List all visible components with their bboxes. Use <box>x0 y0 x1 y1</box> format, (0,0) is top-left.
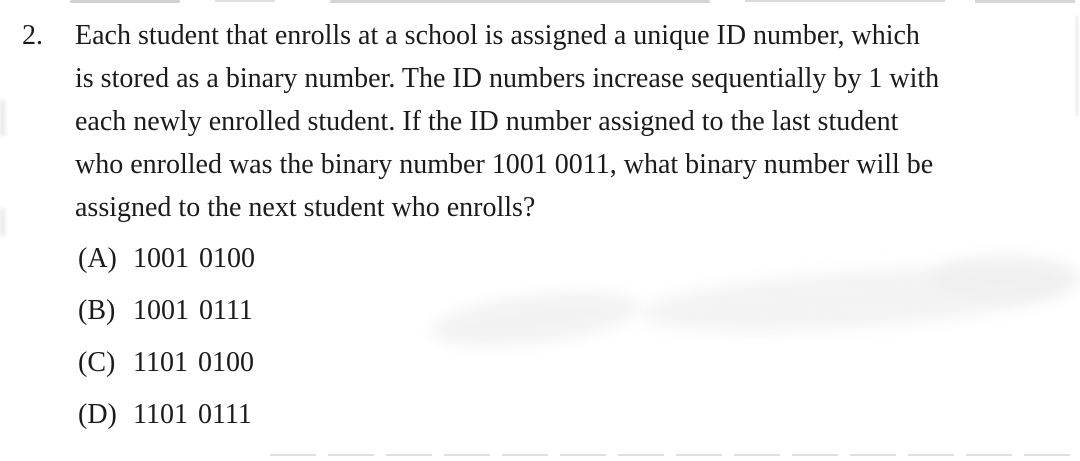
question-text-line: assigned to the next student who enrolls? <box>75 192 536 223</box>
choice-a-value: 1001 0100 <box>133 243 255 274</box>
choice-d-label: (D) <box>78 399 117 430</box>
scan-artifact-smudge <box>930 255 1080 300</box>
choice-b-value: 1001 0111 <box>133 295 253 326</box>
scan-artifact-left-edge <box>0 100 5 136</box>
question-text <box>75 14 1055 229</box>
choice-a-label: (A) <box>78 243 117 274</box>
choice-a <box>78 237 255 280</box>
scan-artifact-top-fragment <box>745 0 945 2</box>
scan-artifact-top-fragment <box>215 0 275 2</box>
question-text-line: each newly enrolled student. If the ID number assigned to the last student <box>75 106 899 137</box>
choice-d <box>78 393 255 436</box>
scan-artifact-smudge <box>639 257 1072 342</box>
choice-b-label: (B) <box>78 295 116 326</box>
question-text-line: Each student that enrolls at a school is assigned a unique ID number, which <box>75 20 920 51</box>
scan-artifact-top-fragment <box>330 0 710 3</box>
choice-d-value: 1101 0111 <box>133 399 252 430</box>
choice-c <box>78 341 255 384</box>
scan-artifact-smudge <box>428 282 642 355</box>
scan-artifact-top-fragment <box>70 0 180 3</box>
scan-artifact-left-edge <box>0 208 5 236</box>
scan-artifact-top-fragment <box>975 0 1075 3</box>
question-text-line: is stored as a binary number. The ID numbers increase sequentially by 1 with <box>75 63 940 94</box>
choice-c-label: (C) <box>78 347 116 378</box>
scan-artifact-bottom-line <box>270 454 1080 456</box>
question-number: 2. <box>22 20 43 51</box>
choice-b <box>78 289 255 332</box>
question-text-line: who enrolled was the binary number 1001 0011, what binary number will be <box>75 149 934 180</box>
answer-choices <box>78 237 255 445</box>
choice-c-value: 1101 0100 <box>133 347 254 378</box>
scan-artifact-right-edge <box>1076 16 1078 116</box>
